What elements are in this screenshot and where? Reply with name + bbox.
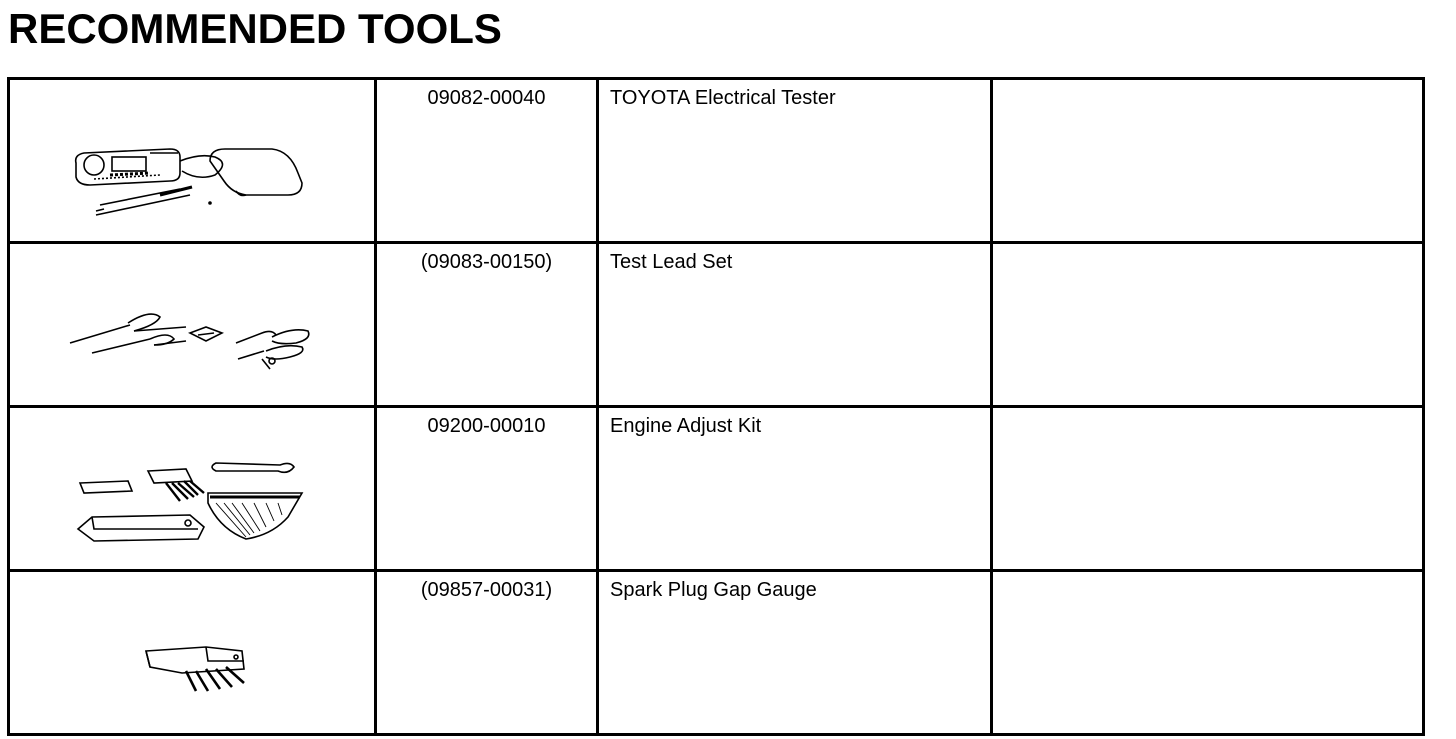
tool-name: Test Lead Set	[598, 243, 992, 407]
part-number: 09082-00040	[376, 79, 598, 243]
part-number: (09083-00150)	[376, 243, 598, 407]
tool-name: Engine Adjust Kit	[598, 407, 992, 571]
test-lead-set-icon	[10, 244, 374, 405]
illustration-cell	[9, 79, 376, 243]
table-row	[9, 407, 1424, 571]
notes-cell	[992, 79, 1424, 243]
table-row	[9, 243, 1424, 407]
electrical-tester-icon	[10, 80, 374, 241]
notes-cell	[992, 571, 1424, 735]
notes-cell	[992, 243, 1424, 407]
tool-name: Spark Plug Gap Gauge	[598, 571, 992, 735]
tools-table	[7, 77, 1425, 736]
engine-adjust-kit-icon	[10, 408, 374, 569]
illustration-cell	[9, 571, 376, 735]
illustration-cell	[9, 243, 376, 407]
tool-name: TOYOTA Electrical Tester	[598, 79, 992, 243]
table-row	[9, 79, 1424, 243]
illustration-cell	[9, 407, 376, 571]
table-row	[9, 571, 1424, 735]
page-title: RECOMMENDED TOOLS	[8, 5, 502, 52]
part-number: 09200-00010	[376, 407, 598, 571]
spark-plug-gap-gauge-icon	[10, 572, 374, 733]
notes-cell	[992, 407, 1424, 571]
part-number: (09857-00031)	[376, 571, 598, 735]
